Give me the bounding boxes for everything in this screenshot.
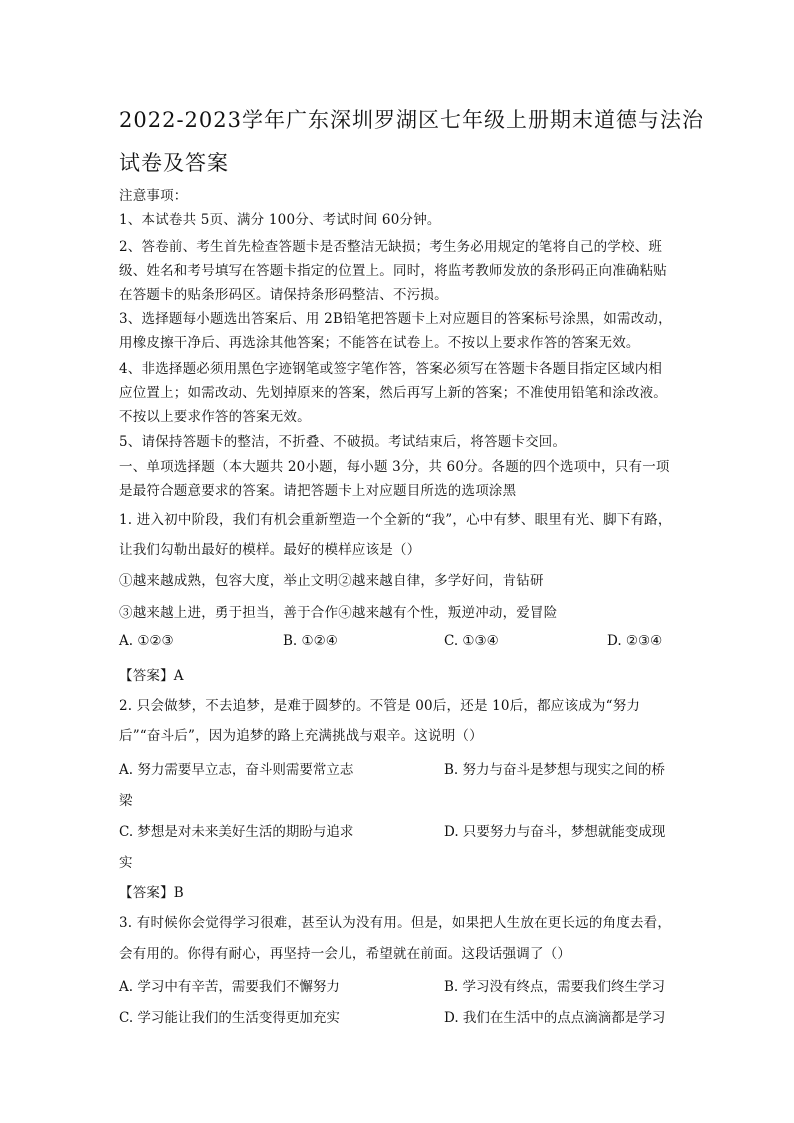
q2-option-b-line1: B. 努力与奋斗是梦想与现实之间的桥: [444, 762, 666, 778]
q2-option-d-line1: D. 只要努力与奋斗，梦想就能变成现: [444, 824, 666, 840]
q1-statements-line1: ①越来越成熟，包容大度，举止文明②越来越自律，多学好问，肯钻研: [119, 573, 544, 589]
q2-option-a: A. 努力需要早立志，奋斗则需要常立志: [119, 762, 354, 778]
note-3-line1: 3、选择题每小题选出答案后、用 2B铅笔把答题卡上对应题目的答案标号涂黑，如需改动，: [119, 311, 672, 327]
q1-stem-line1: 1. 进入初中阶段，我们有机会重新塑造一个全新的“我”，心中有梦、眼里有光、脚下有路，: [119, 512, 672, 528]
notes-heading: 注意事项：: [119, 188, 188, 204]
q1-option-c: C. ①③④: [444, 633, 499, 649]
q1-option-d: D. ②③④: [607, 633, 663, 649]
q3-stem-line1: 3. 有时候你会觉得学习很难，甚至认为没有用。但是，如果把人生放在更长远的角度去看，: [119, 915, 672, 931]
q2-answer: 【答案】B: [119, 885, 184, 901]
q3-option-c: C. 学习能让我们的生活变得更加充实: [119, 1010, 340, 1026]
note-5: 5、请保持答题卡的整洁，不折叠、不破损。考试结束后，将答题卡交回。: [119, 434, 567, 450]
note-2-line3: 在答题卡的贴条形码区。请保持条形码整洁、不污损。: [119, 287, 448, 303]
section-heading-line1: 一、单项选择题（本大题共 20小题，每小题 3分，共 60分。各题的四个选项中，只有一项: [119, 459, 670, 475]
q2-stem-line1: 2. 只会做梦，不去追梦，是难于圆梦的。不管是 00后，还是 10后，都应该成为“努力: [119, 698, 641, 714]
note-4-line2: 应位置上；如需改动、先划掉原来的答案，然后再写上新的答案；不准使用铅笔和涂改液。: [119, 385, 667, 401]
q3-stem-line2: 会有用的。你得有耐心，再坚持一会儿，希望就在前面。这段话强调了（）: [119, 946, 572, 962]
section-heading-line2: 是最符合题意要求的答案。请把答题卡上对应题目所选的选项涂黑: [119, 483, 517, 499]
q3-option-a: A. 学习中有辛苦，需要我们不懈努力: [119, 979, 340, 995]
q2-option-b-line2: 梁: [119, 793, 133, 809]
q3-option-d: D. 我们在生活中的点点滴滴都是学习: [444, 1010, 666, 1026]
note-3-line2: 用橡皮擦干净后、再选涂其他答案；不能答在试卷上。不按以上要求作答的答案无效。: [119, 335, 640, 351]
q2-option-c: C. 梦想是对未来美好生活的期盼与追求: [119, 824, 354, 840]
q1-option-a: A. ①②③: [119, 633, 174, 649]
page-title-line2: 试卷及答案: [119, 151, 229, 175]
q2-stem-line2: 后”“奋斗后”，因为追梦的路上充满挑战与艰辛。这说明（）: [119, 728, 483, 744]
note-4-line3: 不按以上要求作答的答案无效。: [119, 409, 311, 425]
note-2-line2: 级、姓名和考号填写在答题卡指定的位置上。同时，将监考教师发放的条形码正向准确粘贴: [119, 263, 667, 279]
note-2-line1: 2、答卷前、考生首先检查答题卡是否整洁无缺损；考生务必用规定的笔将自己的学校、班: [119, 239, 663, 255]
q1-option-b: B. ①②④: [283, 633, 338, 649]
q1-statements-line2: ③越来越上进，勇于担当，善于合作④越来越有个性，叛逆冲动，爱冒险: [119, 605, 558, 621]
note-4-line1: 4、非选择题必须用黑色字迹钢笔或签字笔作答，答案必须写在答题卡各题目指定区域内相: [119, 361, 663, 377]
q1-answer: 【答案】A: [119, 668, 184, 684]
note-1: 1、本试卷共 5页、满分 100分、考试时间 60分钟。: [119, 212, 441, 228]
q3-option-b: B. 学习没有终点，需要我们终生学习: [444, 979, 666, 995]
q1-stem-line2: 让我们勾勒出最好的模样。最好的模样应该是（）: [119, 542, 421, 558]
page-title-line1: 2022-2023学年广东深圳罗湖区七年级上册期末道德与法治: [119, 108, 704, 132]
q2-option-d-line2: 实: [119, 855, 133, 871]
